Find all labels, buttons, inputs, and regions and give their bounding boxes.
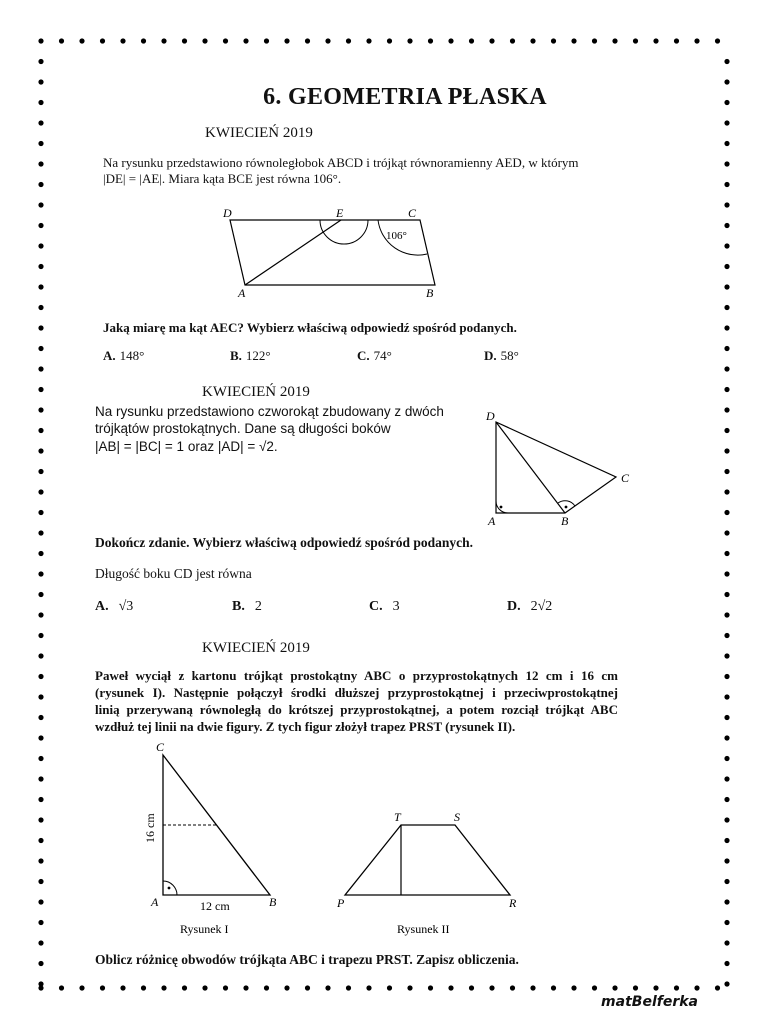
border-dot [38, 243, 43, 248]
border-dot [724, 346, 729, 351]
border-dot [38, 674, 43, 679]
border-dot [724, 571, 729, 576]
task2-option-b[interactable]: B. 2 [232, 599, 262, 614]
task3-text-line2: (rysunek I). Następnie połączył środki dłuższej przyprostokątnej i przeciwprostokątnej [95, 685, 618, 700]
task1-session: KWIECIEŃ 2019 [205, 125, 313, 141]
border-dot [407, 38, 412, 43]
border-dot [724, 633, 729, 638]
border-dot [724, 510, 729, 515]
border-dot [530, 985, 535, 990]
border-dot [724, 981, 729, 986]
border-dot [428, 38, 433, 43]
border-dot [38, 571, 43, 576]
border-dot [366, 985, 371, 990]
label-R: R [509, 896, 517, 910]
label-A: A [488, 514, 496, 528]
border-dot [724, 428, 729, 433]
border-dot [59, 985, 64, 990]
border-dot [141, 38, 146, 43]
border-dot [715, 38, 720, 43]
border-dot [38, 797, 43, 802]
border-dot [38, 612, 43, 617]
border-dot [724, 284, 729, 289]
border-dot [141, 985, 146, 990]
page-title: 6. GEOMETRIA PŁASKA [263, 84, 547, 110]
border-dot [264, 38, 269, 43]
label-B: B [561, 514, 569, 528]
border-dot [38, 120, 43, 125]
label-B: B [269, 895, 277, 909]
border-dot [38, 366, 43, 371]
border-dot [724, 776, 729, 781]
border-dot [38, 264, 43, 269]
task2-text-line3: |AB| = |BC| = 1 oraz |AD| = √2. [95, 439, 278, 454]
task3-text-line3: linią przerywaną równoległą do krótszej przyprostokątnej, a potem rozciął trójkąt ABC [95, 702, 618, 717]
border-dot [724, 366, 729, 371]
border-dot [120, 38, 125, 43]
border-dot [724, 879, 729, 884]
task2-text-line2: trójkątów prostokątnych. Dane są długości boków [95, 421, 391, 436]
label-S: S [454, 810, 460, 824]
border-dot [38, 756, 43, 761]
task2-instruction: Dokończ zdanie. Wybierz właściwą odpowiedź spośród podanych. [95, 535, 474, 550]
task2-stem: Długość boku CD jest równa [95, 566, 252, 581]
quadrilateral-ABCD [496, 422, 616, 513]
border-dot [724, 961, 729, 966]
border-dot [724, 817, 729, 822]
border-dot [38, 100, 43, 105]
border-dot [305, 38, 310, 43]
task2-session: KWIECIEŃ 2019 [202, 384, 310, 400]
angle-label-106: 106° [386, 230, 407, 242]
side-label-16cm: 16 cm [143, 813, 157, 843]
border-dot [223, 985, 228, 990]
border-dot [38, 838, 43, 843]
border-dot [38, 489, 43, 494]
border-dot [724, 100, 729, 105]
label-B: B [426, 286, 434, 300]
label-T: T [394, 810, 401, 824]
border-dot [724, 674, 729, 679]
border-dot [674, 985, 679, 990]
border-dot [284, 38, 289, 43]
border-dot [724, 920, 729, 925]
border-dot [38, 182, 43, 187]
border-dot [724, 858, 729, 863]
border-dot [346, 985, 351, 990]
border-dot [305, 985, 310, 990]
border-dot [674, 38, 679, 43]
border-dot [100, 38, 105, 43]
border-dot [38, 305, 43, 310]
task3-question: Oblicz różnicę obwodów trójkąta ABC i trapezu PRST. Zapisz obliczenia. [95, 952, 519, 967]
label-C: C [156, 740, 165, 754]
parallelogram-figure [210, 200, 450, 300]
right-angle-A-dot [500, 506, 503, 509]
border-dot [653, 38, 658, 43]
border-dot [724, 59, 729, 64]
border-dot [724, 79, 729, 84]
border-dot [724, 940, 729, 945]
border-dot [530, 38, 535, 43]
task3-session: KWIECIEŃ 2019 [202, 640, 310, 656]
trapezoid-PRST [345, 825, 510, 895]
border-dot [161, 38, 166, 43]
border-dot [551, 985, 556, 990]
border-dot [448, 985, 453, 990]
border-dot [38, 817, 43, 822]
border-dot [387, 985, 392, 990]
border-dot [38, 592, 43, 597]
border-dot [38, 284, 43, 289]
border-dot [38, 551, 43, 556]
border-dot [38, 715, 43, 720]
border-dot [38, 161, 43, 166]
border-dot [724, 223, 729, 228]
border-dot [724, 243, 729, 248]
border-dot [79, 38, 84, 43]
border-dot [38, 981, 43, 986]
border-dot [38, 141, 43, 146]
border-dot [202, 985, 207, 990]
border-dot [38, 223, 43, 228]
border-dot [724, 489, 729, 494]
border-dot [724, 530, 729, 535]
border-dot [551, 38, 556, 43]
border-dot [366, 38, 371, 43]
border-dot [653, 985, 658, 990]
border-dot [38, 387, 43, 392]
angle-AEC-arc [320, 220, 368, 244]
border-dot [724, 182, 729, 187]
label-D: D [486, 409, 495, 423]
border-dot [38, 899, 43, 904]
border-dot [38, 940, 43, 945]
border-dot [38, 633, 43, 638]
label-E: E [336, 206, 344, 220]
border-dot [489, 985, 494, 990]
border-dot [571, 38, 576, 43]
border-dot [284, 985, 289, 990]
border-dot [243, 985, 248, 990]
border-dot [724, 469, 729, 474]
border-dot [38, 920, 43, 925]
task2-option-d[interactable]: D. 2√2 [507, 599, 553, 614]
border-dot [428, 985, 433, 990]
border-dot [38, 776, 43, 781]
border-dot [724, 387, 729, 392]
border-dot [38, 59, 43, 64]
task1-text-line1: Na rysunku przedstawiono równoległobok ABCD i trójkąt równoramienny AED, w którym [103, 155, 579, 170]
caption-rysunek-2: Rysunek II [397, 922, 450, 936]
border-dot [724, 735, 729, 740]
border-dot [38, 38, 43, 43]
label-C: C [408, 206, 417, 220]
task2-option-c[interactable]: C. 3 [369, 599, 400, 614]
border-dot [724, 694, 729, 699]
border-dot [38, 448, 43, 453]
border-dot [38, 325, 43, 330]
border-dot [469, 985, 474, 990]
right-angle-A-dot [168, 887, 171, 890]
border-dot [724, 202, 729, 207]
border-dot [694, 38, 699, 43]
border-dot [79, 985, 84, 990]
border-dot [724, 325, 729, 330]
label-A: A [151, 895, 159, 909]
border-dot [38, 469, 43, 474]
border-dot [724, 305, 729, 310]
border-dot [448, 38, 453, 43]
border-dot [612, 985, 617, 990]
border-dot [38, 428, 43, 433]
side-label-12cm: 12 cm [200, 899, 230, 913]
border-dot [38, 346, 43, 351]
label-C: C [621, 471, 630, 485]
task3-text-line4: wzdłuż tej linii na dwie figury. Z tych figur złożył trapez PRST (rysunek II). [95, 719, 516, 734]
border-dot [724, 797, 729, 802]
border-dot [38, 694, 43, 699]
border-dot [59, 38, 64, 43]
trapezoid-figure-2 [330, 805, 530, 940]
border-dot [724, 838, 729, 843]
border-dot [694, 985, 699, 990]
quadrilateral-figure [480, 405, 640, 530]
border-dot [724, 161, 729, 166]
segment-AE [245, 220, 341, 285]
right-angle-B [558, 501, 575, 506]
border-dot [38, 407, 43, 412]
triangle-figure-1 [140, 735, 290, 940]
border-dot [612, 38, 617, 43]
border-dot [724, 448, 729, 453]
border-dot [724, 407, 729, 412]
border-dot [223, 38, 228, 43]
border-dot [592, 985, 597, 990]
task1-option-d[interactable]: D. 58° [484, 348, 519, 363]
right-angle-B-dot [565, 506, 568, 509]
task3-text-line1: Paweł wyciął z kartonu trójkąt prostokątny ABC o przyprostokątnych 12 cm i 16 cm [95, 668, 618, 683]
border-dot [715, 985, 720, 990]
border-dot [161, 985, 166, 990]
border-dot [202, 38, 207, 43]
border-dot [38, 530, 43, 535]
border-dot [724, 141, 729, 146]
border-dot [592, 38, 597, 43]
border-dot [325, 985, 330, 990]
border-dot [38, 202, 43, 207]
task1-option-a[interactable]: A. 148° [103, 348, 145, 363]
border-dot [724, 264, 729, 269]
border-dot [38, 653, 43, 658]
border-dot [182, 38, 187, 43]
task2-option-a[interactable]: A. √3 [95, 599, 134, 614]
border-dot [571, 985, 576, 990]
border-dot [724, 715, 729, 720]
border-dot [325, 38, 330, 43]
border-dot [243, 38, 248, 43]
task2-text-line1: Na rysunku przedstawiono czworokąt zbudowany z dwóch [95, 404, 444, 419]
task1-question: Jaką miarę ma kąt AEC? Wybierz właściwą odpowiedź spośród podanych. [103, 320, 517, 335]
border-dot [510, 38, 515, 43]
border-dot [469, 38, 474, 43]
border-dot [38, 879, 43, 884]
border-dot [724, 120, 729, 125]
border-dot [407, 985, 412, 990]
border-dot [724, 612, 729, 617]
border-dot [489, 38, 494, 43]
label-A: A [238, 286, 246, 300]
caption-rysunek-1: Rysunek I [180, 922, 229, 936]
border-dot [38, 858, 43, 863]
border-dot [633, 985, 638, 990]
border-dot [724, 899, 729, 904]
border-dot [346, 38, 351, 43]
task1-option-b[interactable]: B. 122° [230, 348, 271, 363]
border-dot [38, 961, 43, 966]
border-dot [510, 985, 515, 990]
border-dot [387, 38, 392, 43]
task1-text-line2: |DE| = |AE|. Miara kąta BCE jest równa 106°. [103, 171, 342, 186]
border-dot [100, 985, 105, 990]
border-dot [724, 653, 729, 658]
border-dot [724, 592, 729, 597]
border-dot [38, 510, 43, 515]
signature-logo: matBelferka [601, 994, 698, 1010]
border-dot [182, 985, 187, 990]
border-dot [724, 551, 729, 556]
label-P: P [337, 896, 345, 910]
border-dot [264, 985, 269, 990]
label-D: D [223, 206, 232, 220]
border-dot [38, 79, 43, 84]
border-dot [633, 38, 638, 43]
border-dot [38, 735, 43, 740]
task1-option-c[interactable]: C. 74° [357, 348, 392, 363]
border-dot [120, 985, 125, 990]
border-dot [724, 756, 729, 761]
diagonal-DB [496, 422, 565, 513]
